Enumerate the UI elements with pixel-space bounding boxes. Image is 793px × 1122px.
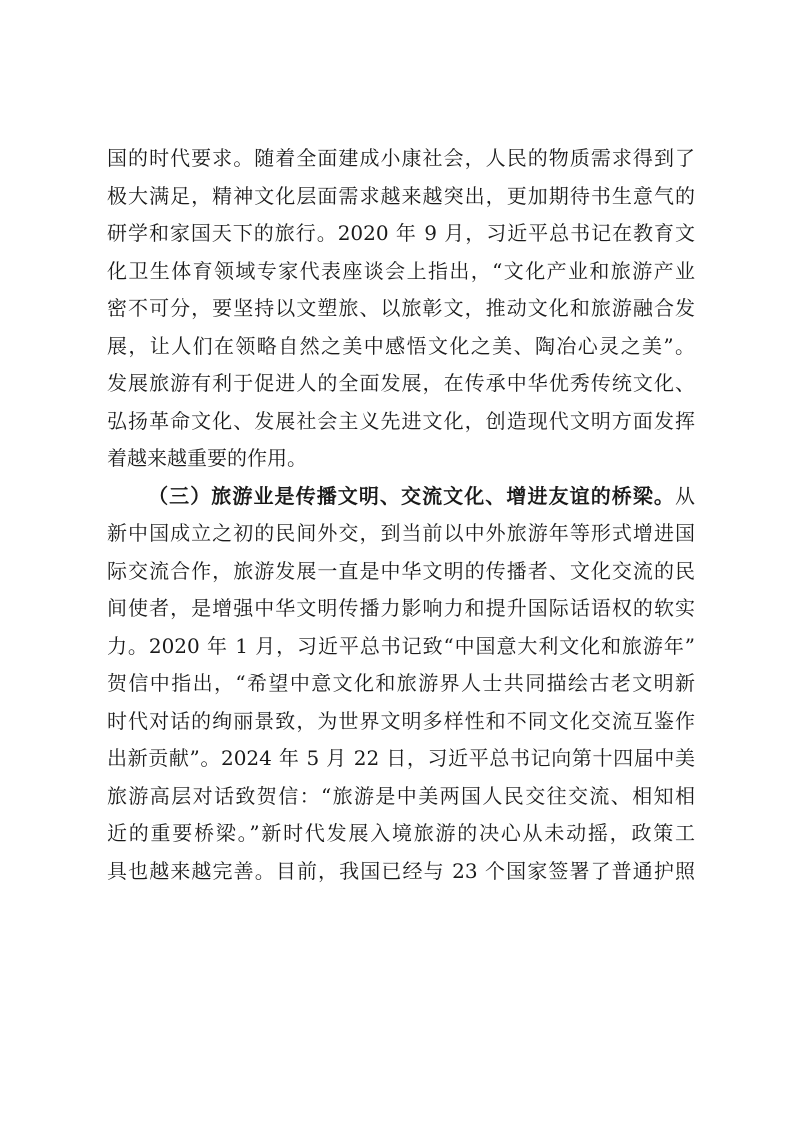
heading-line-tail: 从 xyxy=(675,483,695,508)
text-line: 化卫生体育领域专家代表座谈会上指出，“文化产业和旅游产业 xyxy=(107,258,695,283)
text-line: 弘扬革命文化、发展社会主义先进文化，创造现代文明方面发挥 xyxy=(107,408,695,433)
text-line: 旅游高层对话致贺信：“旅游是中美两国人民交往交流、相知相 xyxy=(107,783,695,808)
section-heading-line xyxy=(107,478,695,516)
text-line: 展，让人们在领略自然之美中感悟文化之美、陶冶心灵之美”。 xyxy=(107,333,695,358)
text-line: 近的重要桥梁。”新时代发展入境旅游的决心从未动摇，政策工 xyxy=(107,821,695,845)
text-line: 时代对话的绚丽景致，为世界文明多样性和不同文化交流互鉴作 xyxy=(107,708,695,733)
text-line: 密不可分，要坚持以文塑旅、以旅彰文，推动文化和旅游融合发 xyxy=(107,296,695,320)
section-heading: （三）旅游业是传播文明、交流文化、增进友谊的桥梁。 xyxy=(147,483,675,508)
text-line: 发展旅游有利于促进人的全面发展，在传承中华优秀传统文化、 xyxy=(107,371,695,395)
document-body xyxy=(107,140,695,890)
text-line: 国的时代要求。随着全面建成小康社会，人民的物质需求得到了 xyxy=(107,146,695,170)
text-line: 着越来越重要的作用。 xyxy=(107,446,307,470)
text-line: 间使者，是增强中华文明传播力影响力和提升国际话语权的软实 xyxy=(107,596,695,620)
text-line: 贺信中指出，“希望中意文化和旅游界人士共同描绘古老文明新 xyxy=(107,671,695,695)
text-line: 研学和家国天下的旅行。2020 年 9 月，习近平总书记在教育文 xyxy=(107,221,695,245)
text-line: 极大满足，精神文化层面需求越来越突出，更加期待书生意气的 xyxy=(107,183,695,208)
text-line: 力。2020 年 1 月，习近平总书记致“中国意大利文化和旅游年” xyxy=(107,633,695,658)
text-line: 新中国成立之初的民间外交，到当前以中外旅游年等形式增进国 xyxy=(107,521,695,545)
text-line: 出新贡献”。2024 年 5 月 22 日，习近平总书记向第十四届中美 xyxy=(107,746,695,770)
text-line: 具也越来越完善。目前，我国已经与 23 个国家签署了普通护照 xyxy=(107,858,695,883)
text-line: 际交流合作，旅游发展一直是中华文明的传播者、文化交流的民 xyxy=(107,558,695,583)
